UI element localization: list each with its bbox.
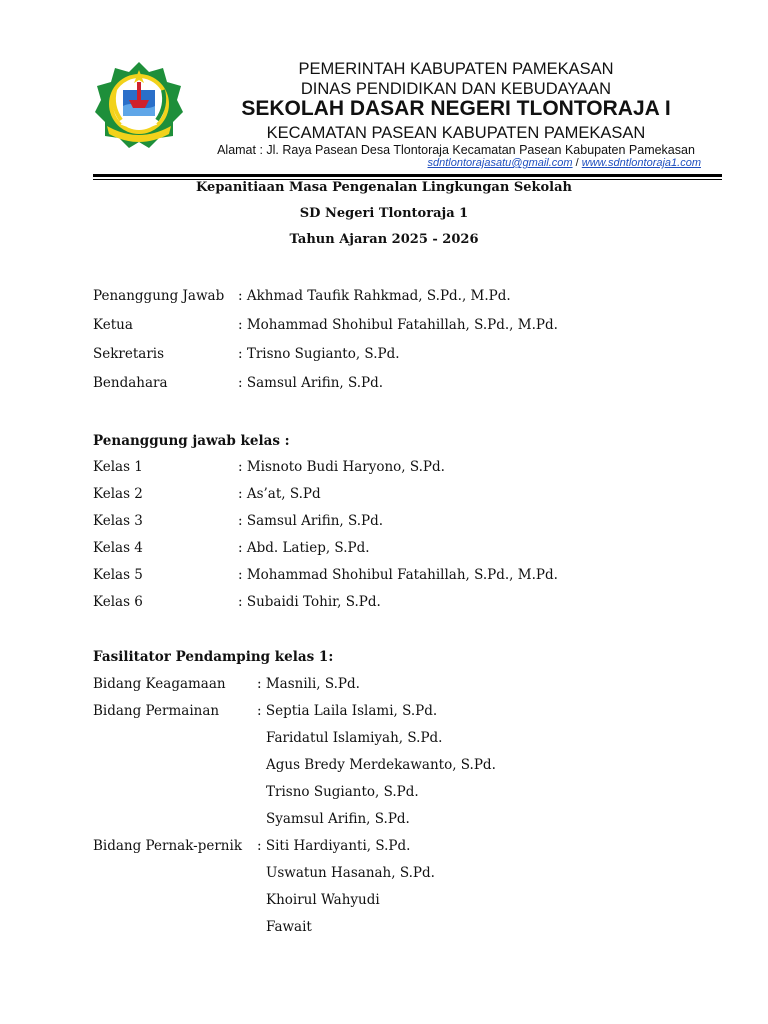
school-address: Alamat : Jl. Raya Pasean Desa Tlontoraja Kecamatan Pasean Kabupaten Pamekasan — [217, 143, 695, 157]
class-teacher: : Abd. Latiep, S.Pd. — [238, 540, 370, 556]
school-subtitle: SD Negeri Tlontoraja 1 — [299, 206, 469, 221]
regency-emblem-logo — [93, 60, 185, 152]
class-teacher: : Misnoto Budi Haryono, S.Pd. — [238, 459, 445, 475]
committee-label: Bendahara — [93, 375, 168, 391]
facilitator-name: Uswatun Hasanah, S.Pd. — [266, 865, 435, 881]
committee-value: : Akhmad Taufik Rahkmad, S.Pd., M.Pd. — [238, 288, 511, 304]
facilitator-name: Faridatul Islamiyah, S.Pd. — [266, 730, 443, 746]
district-name: KECAMATAN PASEAN KABUPATEN PAMEKASAN — [266, 124, 646, 142]
committee-label: Ketua — [93, 317, 133, 333]
website-link[interactable]: www.sdntlontoraja1.com — [581, 157, 701, 169]
facilitator-name: Fawait — [266, 919, 312, 935]
facilitator-name: Agus Bredy Merdekawanto, S.Pd. — [266, 757, 496, 773]
facilitator-field-label: Bidang Keagamaan — [93, 676, 226, 692]
class-teacher: : As’at, S.Pd — [238, 486, 321, 502]
committee-value: : Mohammad Shohibul Fatahillah, S.Pd., M.Pd. — [238, 317, 558, 333]
facilitator-name: Syamsul Arifin, S.Pd. — [266, 811, 410, 827]
class-responsible-heading: Penanggung jawab kelas : — [93, 433, 290, 449]
class-label: Kelas 4 — [93, 540, 143, 556]
facilitator-heading: Fasilitator Pendamping kelas 1: — [93, 649, 334, 665]
committee-label: Sekretaris — [93, 346, 165, 362]
document-title: Kepanitiaan Masa Pengenalan Lingkungan Sekolah — [196, 180, 572, 195]
academic-year: Tahun Ajaran 2025 - 2026 — [289, 232, 479, 247]
facilitator-name: Trisno Sugianto, S.Pd. — [266, 784, 419, 800]
class-label: Kelas 3 — [93, 513, 143, 529]
class-label: Kelas 2 — [93, 486, 143, 502]
committee-label: Penanggung Jawab — [93, 288, 225, 304]
government-name: PEMERINTAH KABUPATEN PAMEKASAN — [298, 60, 614, 78]
class-teacher: : Subaidi Tohir, S.Pd. — [238, 594, 381, 610]
facilitator-name: : Masnili, S.Pd. — [257, 676, 360, 692]
committee-value: : Samsul Arifin, S.Pd. — [238, 375, 384, 391]
class-teacher: : Mohammad Shohibul Fatahillah, S.Pd., M.Pd. — [238, 567, 558, 583]
letterhead — [0, 0, 768, 180]
class-label: Kelas 6 — [93, 594, 143, 610]
facilitator-name: Khoirul Wahyudi — [266, 892, 380, 908]
class-teacher: : Samsul Arifin, S.Pd. — [238, 513, 384, 529]
committee-value: : Trisno Sugianto, S.Pd. — [238, 346, 400, 362]
contact-line — [196, 157, 701, 169]
facilitator-name: : Siti Hardiyanti, S.Pd. — [257, 838, 411, 854]
letterhead-divider-thick — [93, 174, 722, 177]
department-name: DINAS PENDIDIKAN DAN KEBUDAYAAN — [300, 80, 612, 98]
email-link[interactable]: sdntlontorajasatu@gmail.com — [427, 157, 573, 169]
class-label: Kelas 5 — [93, 567, 143, 583]
contact-separator: / — [575, 157, 579, 169]
facilitator-field-label: Bidang Pernak-pernik — [93, 838, 243, 854]
class-label: Kelas 1 — [93, 459, 143, 475]
facilitator-field-label: Bidang Permainan — [93, 703, 220, 719]
school-name: SEKOLAH DASAR NEGERI TLONTORAJA I — [241, 97, 671, 120]
facilitator-name: : Septia Laila Islami, S.Pd. — [257, 703, 438, 719]
